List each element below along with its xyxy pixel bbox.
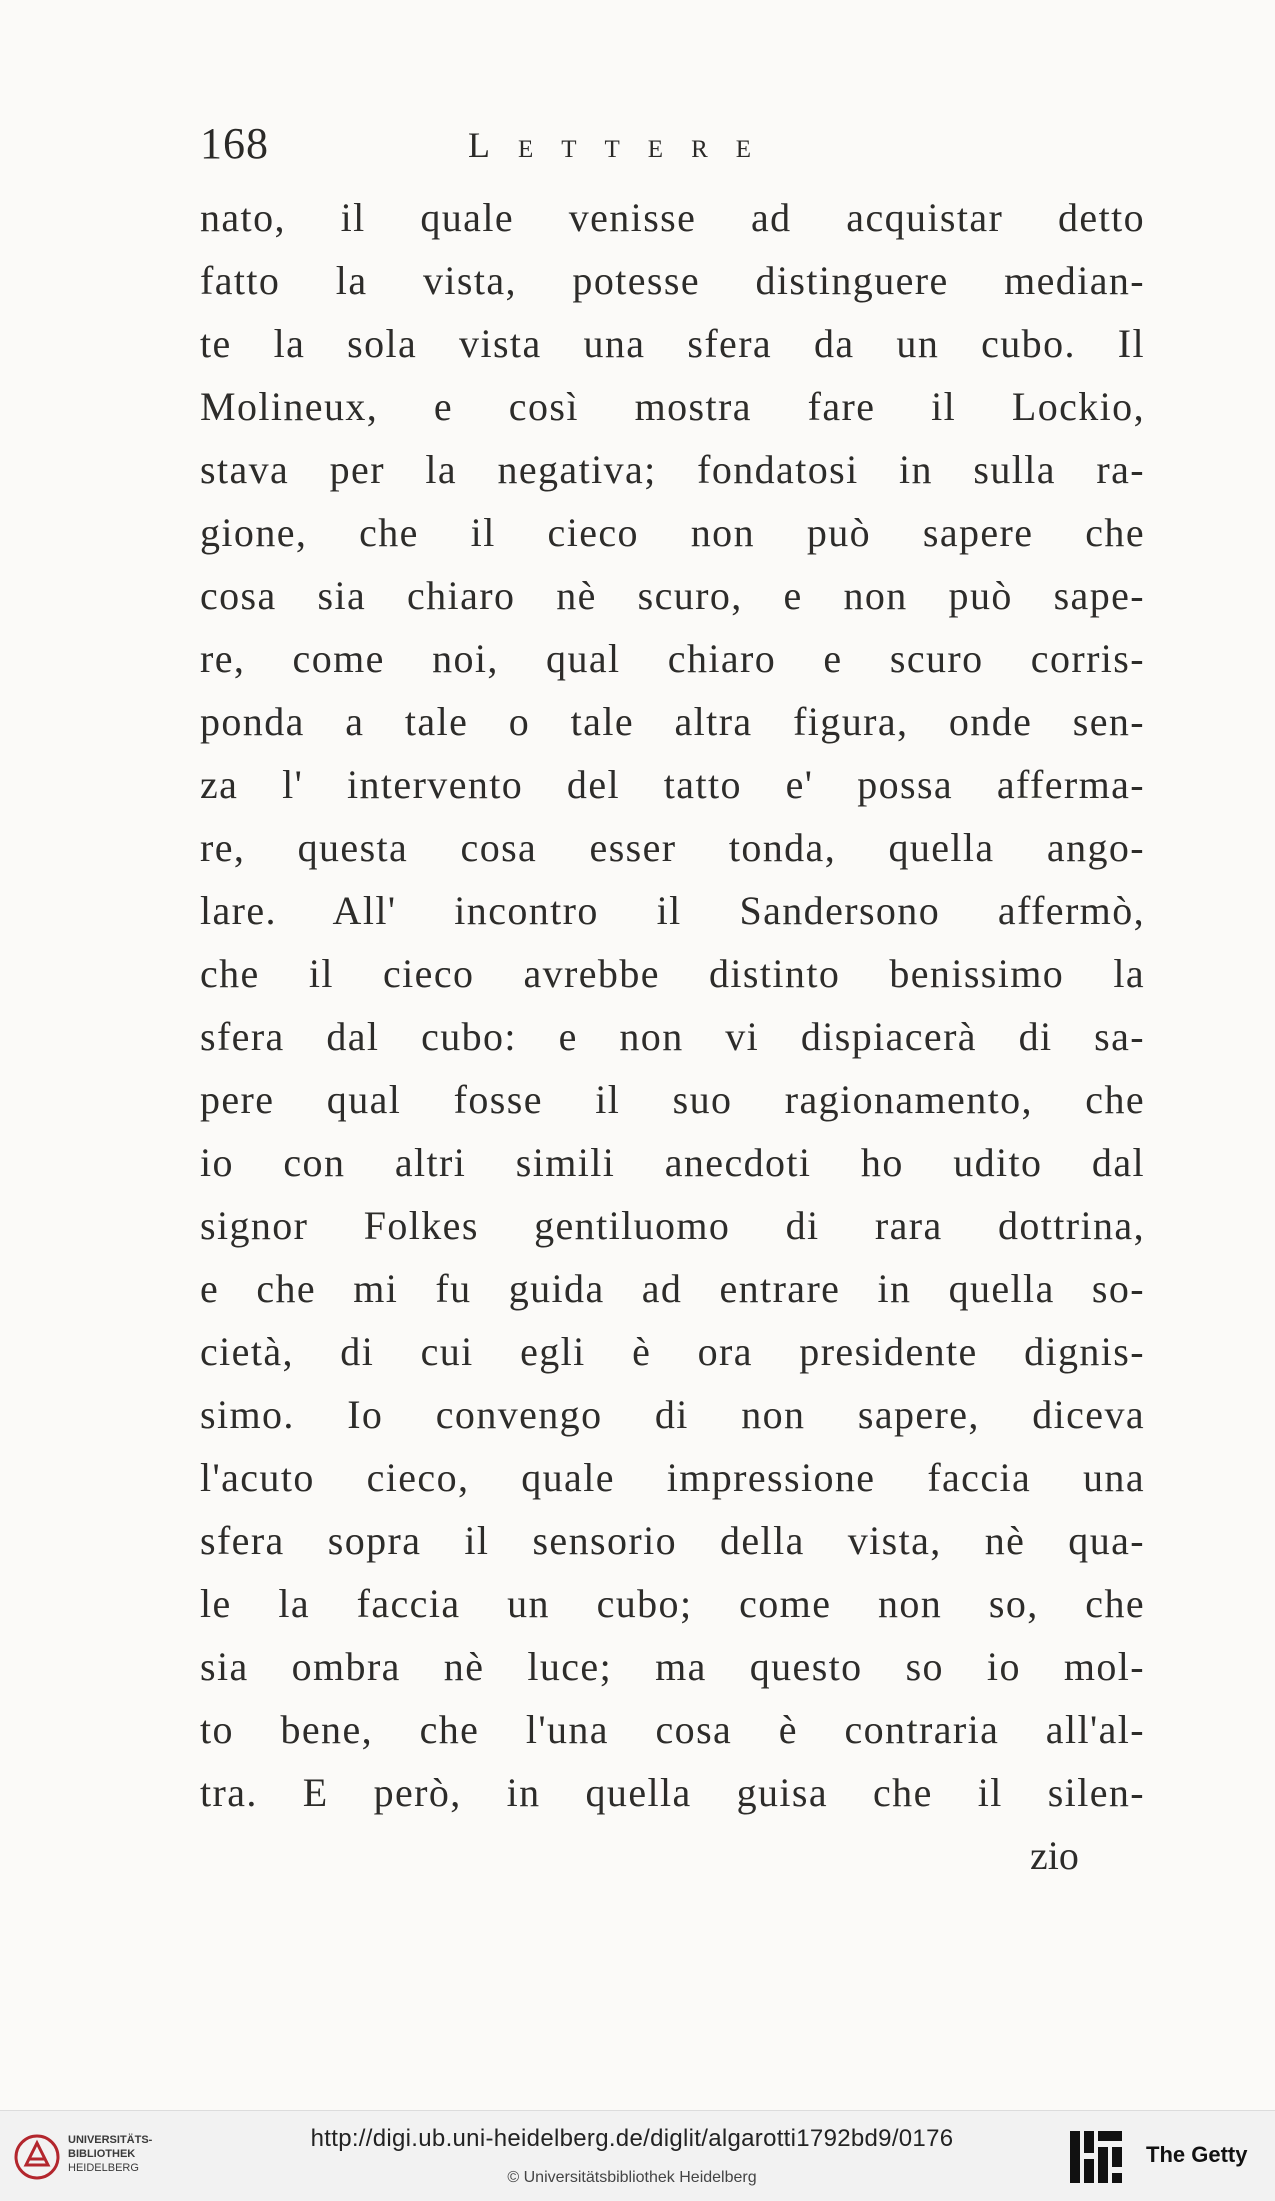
text-line: za l' intervento del tatto e' possa afferma-: [200, 762, 1145, 807]
text-line: e che mi fu guida ad entrare in quella so-: [200, 1266, 1145, 1311]
text-line: che il cieco avrebbe distinto benissimo la: [200, 951, 1145, 996]
text-line: Molineux, e così mostra fare il Lockio,: [200, 384, 1145, 429]
text-line: cosa sia chiaro nè scuro, e non può sape-: [200, 573, 1145, 618]
text-line: fatto la vista, potesse distinguere median-: [200, 258, 1145, 303]
text-line: te la sola vista una sfera da un cubo. Il: [200, 321, 1145, 366]
text-line: to bene, che l'una cosa è contraria all'al-: [200, 1707, 1145, 1752]
text-line: tra. E però, in quella guisa che il silen-: [200, 1770, 1145, 1815]
page-header: [200, 118, 1080, 178]
page-number: 168: [200, 119, 269, 168]
text-line: signor Folkes gentiluomo di rara dottrina,: [200, 1203, 1145, 1248]
library-seal-icon: [14, 2131, 60, 2183]
text-line: ponda a tale o tale altra figura, onde sen-: [200, 699, 1145, 744]
text-line: sfera dal cubo: e non vi dispiacerà di sa-: [200, 1014, 1145, 1059]
copyright-notice: © Universitätsbibliothek Heidelberg: [507, 2169, 757, 2186]
partner-name: The Getty: [1146, 2142, 1248, 2167]
getty-logo-icon[interactable]: [1068, 2129, 1124, 2185]
library-logo[interactable]: [14, 2127, 174, 2187]
text-line: gione, che il cieco non può sapere che: [200, 510, 1145, 555]
text-line: cietà, di cui egli è ora presidente dignis-: [200, 1329, 1145, 1374]
text-line: simo. Io convengo di non sapere, diceva: [200, 1392, 1145, 1437]
permalink-url[interactable]: http://digi.ub.uni-heidelberg.de/diglit/algarotti1792bd9/0176: [310, 2125, 954, 2152]
library-name: [68, 2133, 152, 2175]
text-line: pere qual fosse il suo ragionamento, che: [200, 1077, 1145, 1122]
text-line: stava per la negativa; fondatosi in sulla ra-: [200, 447, 1145, 492]
text-line: l'acuto cieco, quale impressione faccia una: [200, 1455, 1145, 1500]
text-line: re, questa cosa esser tonda, quella ango-: [200, 825, 1145, 870]
text-line: sia ombra nè luce; ma questo so io mol-: [200, 1644, 1145, 1689]
library-name-line: UNIVERSITÄTS-: [68, 2134, 153, 2146]
viewer-footer: [0, 2110, 1275, 2201]
text-line: re, come noi, qual chiaro e scuro corris-: [200, 636, 1145, 681]
text-line: io con altri simili anecdoti ho udito dal: [200, 1140, 1145, 1185]
text-line: lare. All' incontro il Sandersono affermò,: [200, 888, 1145, 933]
catchword: zio: [1030, 1833, 1079, 1878]
library-name-line: BIBLIOTHEK: [68, 2148, 136, 2160]
library-name-line: HEIDELBERG: [68, 2162, 139, 2174]
text-line: nato, il quale venisse ad acquistar detto: [200, 195, 1145, 240]
body-text: [200, 186, 1145, 1824]
text-line: sfera sopra il sensorio della vista, nè qua-: [200, 1518, 1145, 1563]
text-line: le la faccia un cubo; come non so, che: [200, 1581, 1145, 1626]
running-head: Lettere: [468, 125, 780, 165]
